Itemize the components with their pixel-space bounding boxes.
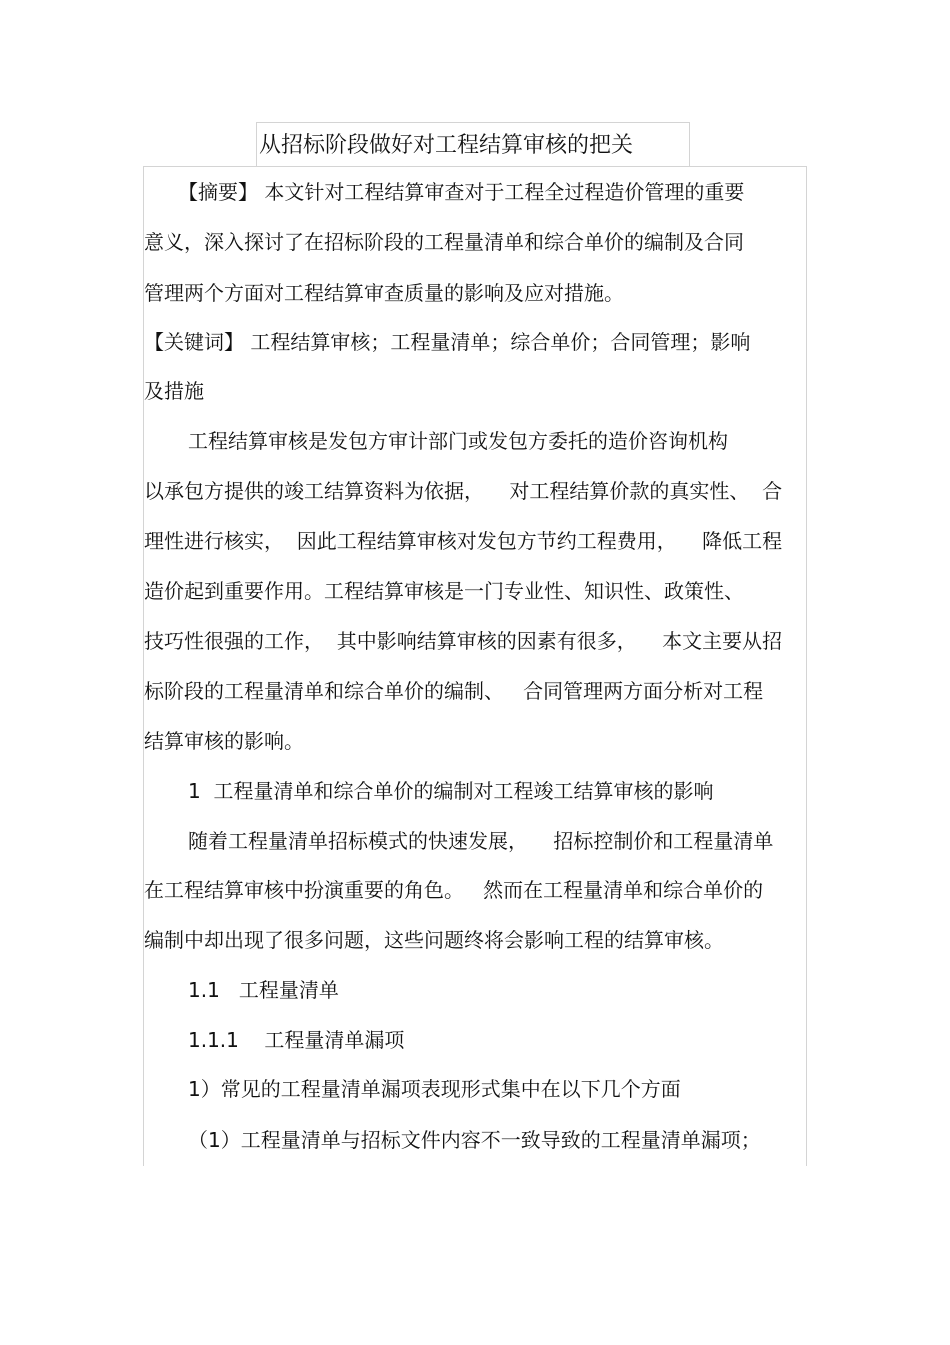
document-title: 从招标阶段做好对工程结算审核的把关 [259,133,634,158]
paragraph-line: 造价起到重要作用。工程结算审核是一门专业性、知识性、政策性、 [144,579,744,603]
paragraph-line: 编制中却出现了很多问题，这些问题终将会影响工程的结算审核。 [144,928,724,952]
section-heading-1-1-1: 1.1.1 工程量清单漏项 [188,1028,405,1052]
paragraph-line: 随着工程量清单招标模式的快速发展， 招标控制价和工程量清单 [188,829,774,853]
section-heading-1-1: 1.1 工程量清单 [188,978,339,1002]
paragraph-line: 结算审核的影响。 [144,729,304,753]
body-frame [143,166,807,1166]
paragraph-line: 理性进行核实， 因此工程结算审核对发包方节约工程费用， 降低工程 [144,529,783,553]
paragraph-line: 以承包方提供的竣工结算资料为依据， 对工程结算价款的真实性、 合 [144,479,783,503]
abstract-line-3: 管理两个方面对工程结算审查质量的影响及应对措施。 [144,281,624,305]
keywords-line-2: 及措施 [144,379,204,403]
paragraph-line: 技巧性很强的工作， 其中影响结算审核的因素有很多， 本文主要从招 [144,629,783,653]
abstract-line-2: 意义，深入探讨了在招标阶段的工程量清单和综合单价的编制及合同 [144,230,744,254]
paragraph-line: 工程结算审核是发包方审计部门或发包方委托的造价咨询机构 [188,429,728,453]
section-heading-1: 1 工程量清单和综合单价的编制对工程竣工结算审核的影响 [188,779,714,803]
abstract-line-1: 【摘要】 本文针对工程结算审查对于工程全过程造价管理的重要 [178,180,745,204]
list-item: （1）工程量清单与招标文件内容不一致导致的工程量清单漏项； [188,1128,761,1152]
list-heading: 1）常见的工程量清单漏项表现形式集中在以下几个方面 [188,1077,681,1101]
paragraph-line: 在工程结算审核中扮演重要的角色。 然而在工程量清单和综合单价的 [144,878,764,902]
paragraph-line: 标阶段的工程量清单和综合单价的编制、 合同管理两方面分析对工程 [144,679,764,703]
keywords-line-1: 【关键词】 工程结算审核；工程量清单；综合单价；合同管理；影响 [144,330,751,354]
